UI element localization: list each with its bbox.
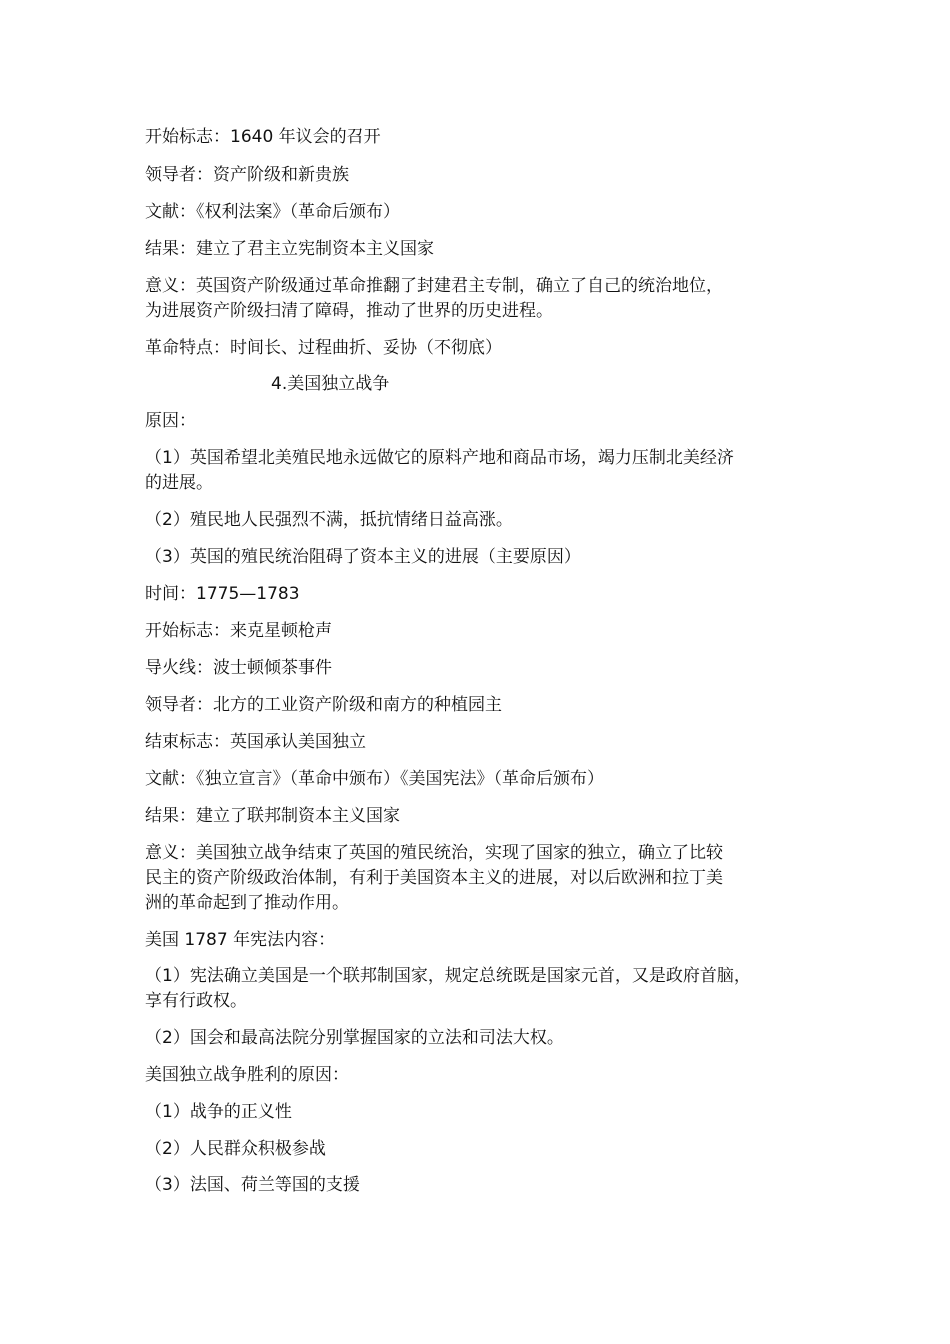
text-line: （3）法国、荷兰等国的支援 xyxy=(145,1175,360,1195)
text-line: 文献：《权利法案》（革命后颁布） xyxy=(145,202,400,222)
text-line: 导火线：波士顿倾茶事件 xyxy=(145,658,332,678)
text-line: 结果：建立了君主立宪制资本主义国家 xyxy=(145,239,434,259)
text-line: 意义：美国独立战争结束了英国的殖民统治，实现了国家的独立，确立了比较 xyxy=(145,843,723,863)
text-line: （3）英国的殖民统治阻碍了资本主义的进展（主要原因） xyxy=(145,547,581,567)
text-line: 结果：建立了联邦制资本主义国家 xyxy=(145,806,400,826)
text-line: 文献：《独立宣言》（革命中颁布）《美国宪法》（革命后颁布） xyxy=(145,769,604,789)
text-line: 结束标志：英国承认美国独立 xyxy=(145,732,366,752)
text-line: （2）人民群众积极参战 xyxy=(145,1139,326,1159)
text-line: 为进展资产阶级扫清了障碍，推动了世界的历史进程。 xyxy=(145,301,553,321)
text-line: （1）战争的正义性 xyxy=(145,1102,292,1122)
text-line: （2）殖民地人民强烈不满，抵抗情绪日益高涨。 xyxy=(145,510,513,530)
text-line: 洲的革命起到了推动作用。 xyxy=(145,893,349,913)
text-line: 民主的资产阶级政治体制，有利于美国资本主义的进展，对以后欧洲和拉丁美 xyxy=(145,868,723,888)
text-line: （1）宪法确立美国是一个联邦制国家，规定总统既是国家元首，又是政府首脑， xyxy=(145,966,751,986)
text-line: 美国 1787 年宪法内容： xyxy=(145,930,336,950)
text-line: 时间：1775—1783 xyxy=(145,584,300,604)
text-line: 开始标志：1640 年议会的召开 xyxy=(145,127,381,147)
text-line: 美国独立战争胜利的原因： xyxy=(145,1065,349,1085)
section-heading: 4.美国独立战争 xyxy=(271,374,390,394)
text-line: （1）英国希望北美殖民地永远做它的原料产地和商品市场，竭力压制北美经济 xyxy=(145,448,734,468)
text-line: （2）国会和最高法院分别掌握国家的立法和司法大权。 xyxy=(145,1028,564,1048)
text-line: 领导者：北方的工业资产阶级和南方的种植园主 xyxy=(145,695,502,715)
text-line: 享有行政权。 xyxy=(145,991,247,1011)
text-line: 革命特点：时间长、过程曲折、妥协（不彻底） xyxy=(145,338,502,358)
text-line: 开始标志：来克星顿枪声 xyxy=(145,621,332,641)
text-line: 的进展。 xyxy=(145,473,213,493)
text-line: 原因： xyxy=(145,411,196,431)
text-line: 意义：英国资产阶级通过革命推翻了封建君主专制，确立了自己的统治地位， xyxy=(145,276,723,296)
text-line: 领导者：资产阶级和新贵族 xyxy=(145,165,349,185)
